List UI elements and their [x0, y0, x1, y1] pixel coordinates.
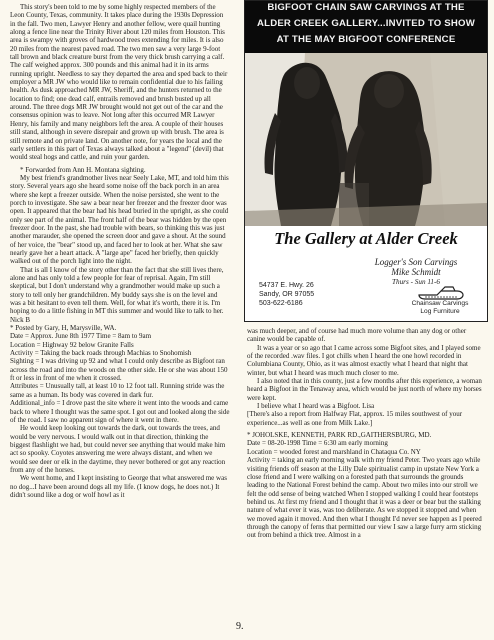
paragraph: He would keep looking out towards the dark, out towards the trees, and would be very nervous. I would walk out in that direction, thinking the biggest flashlight we had, but could never see anything that would make him act so spooky. Coyotes answering me were always distant, and when we would see deer or elk in the daytime, they never bothered or got any reaction from any of the horses.: [10, 424, 226, 474]
paragraph: Date = 08-20-1998 Time = 6:30 am early morning: [247, 439, 388, 448]
ad-headline-line: AT THE MAY BIGFOOT CONFERENCE: [276, 34, 456, 45]
ad-headline-banner: [245, 1, 487, 53]
paragraph: I believe what I heard was a Bigfoot. Lisa: [257, 402, 375, 411]
paragraph: Location = wooded forest and marshland in Chataqua Co. NY: [247, 447, 421, 456]
bigfoot-carvings-photo: [245, 53, 487, 226]
log-furniture-label: Log Furniture: [420, 308, 460, 315]
paragraph: We went home, and I kept insisting to George that what answered me was no dog...I have been around dogs all my life. (I know dogs, he does not.) It didn't sound like a dog or wolf howl as it: [10, 474, 227, 499]
paragraph: * Forwarded from Ann H. Montana sighting.: [20, 165, 146, 174]
paragraph: * JOHOLSKE, KENNETH, PARK RD.,GAITHERSBURG, MD.: [247, 431, 432, 440]
ad-headline-line: ALDER CREEK GALLERY...INVITED TO SHOW: [257, 18, 475, 29]
paragraph: Activity = Taking the back roads through Machias to Snohomish: [10, 349, 192, 358]
paragraph: was much deeper, and of course had much more volume than any dog or other canine would be capable of.: [247, 327, 467, 344]
paragraph: Activity = taking an early morning walk with my friend Peter. Two years ago while visiting friends off season at the Lilly Dale spiritualist camp in upstate New York a close friend and I were walking on a forested path that surrounds the grounds leading to the National Forest behind the camp. About two miles into our stroll we felt the odd sense of being watched When I stopped walking I could hear footsteps behind us. At first my friend and I thought that it was a deer or bear but the stalking nature of what ever it was, was too deliberate. As we stopped it stopped and when we moved again it moved. And then what I thought I'd never see happen as I peered through the canopy of ferns that permitted our view I saw a large furry arm sticking out from behind a thick tree. Almost in a: [247, 456, 482, 540]
carvings-brand: Logger's Son Carvings: [374, 257, 458, 267]
paragraph: I also noted that in this county, just a few months after this experience, a woman heard a Bigfoot in the Tenaway area, which would be just north of where my horses were kept.: [247, 377, 482, 402]
paragraph: This story's been told to me by some highly respected members of the Leon County, Texas, community. It takes place during the 1930s Depression in the fall. Two men, Lawyer Henry and another fellow, were quail hunting along a fence line near the Trinity River about 120 miles from Houston. This area is swampy with groves of hardwood trees extending for miles. It is also 20 miles from the nearest paved road. The two men saw a very large 9-foot tall brown and black creature burst from the very thick brush carrying a calf. The calf weighed approx. 300 pounds and this animal had it in its arms running upright. Needless to say they departed the area and sped back to their employer a MR JW who would like to remain confidential due to his failing health. As dusk approached MR JW, Sheriff, and the hunters returned to the location to find; one dead calf, entrails removed and brush busted up all around. The three dogs MR JW brought would not get out of the car and the consensus opinion was to leave. Not long after this occurred MR Lawyer Henry, his family and many neighbors left the area. A couple of their houses still stand, although in severe disrepair and grown up with brush. The area is still remote and on private land. On another note, for years the local and the early settlers in this part of Texas always talked about a "legend" (devil) that would steal hogs and cattle, and ruin your garden.: [10, 3, 228, 162]
left-text-column: [10, 3, 230, 499]
address-line: Sandy, OR 97055: [259, 291, 315, 298]
paragraph: Sighting = I was driving up 92 and what I could only describe as Bigfoot ran across the road and into the woods on the other side. He or she was about 150 ft or less in front of me when it crossed.: [10, 357, 228, 383]
chainsaw-icon: [417, 285, 465, 301]
gallery-hours: Thurs - Sun 11-6: [392, 278, 440, 286]
paragraph: Additional_info = I drove past the site where it went into the woods and came back to where I thought was the same spot. I got out and looked along the side of the road. I saw no apparent sign of where it went in there.: [10, 399, 230, 424]
paragraph: Date = Approx. June 8th 1977 Time = 8am to 9am: [10, 332, 152, 341]
paragraph: My best friend's grandmother lives near Seely Lake, MT, and told him this story. Several years ago she heard some noise off the back porch in an area where she kept a freezer outside. When the noise persisted, she went to the porch to investigate. She saw a bear near her freezer and the freezer door was open. It appeared that the bear had his head buried in the upright, as she could only see part of the animal. The front half of the bear was hidden by the open freezer door. In the past, she had trouble with bears, so thinking this was just another marauder, she opened the screen door and gave a shout. At the sound of her voice, the "bear" stood up, and faced her to look at her. What she saw nearly gave her a heart attack. A "large ape" faced her briefly, then quickly walked out of the porch light into the night.: [10, 173, 229, 266]
gallery-name: The Gallery at Alder Creek: [274, 229, 458, 248]
phone-number: 503-622-6186: [259, 300, 303, 307]
paragraph: * Posted by Gary, H, Marysville, WA.: [10, 324, 117, 333]
ad-headline-line: BIGFOOT CHAIN SAW CARVINGS AT THE: [267, 2, 465, 13]
chainsaw-carvings-label: Chainsaw Carvings: [411, 300, 469, 307]
paragraph: Attributes = Unusually tall, at least 10 to 12 foot tall. Running stride was the same as a human. Its body was covered in dark fur.: [10, 382, 225, 399]
right-text-column: [247, 327, 485, 540]
page-number: 9.: [236, 621, 244, 632]
address-line: 54737 E. Hwy. 26: [259, 282, 314, 289]
paragraph: It was a year or so ago that I came across some Bigfoot sites, and I played some of the recorded .wav files. I got chills when I heard the one howl recorded in Columbiana County, Ohio, as it was almost exactly what I heard that night that winter, but what I heard was much much closer to me.: [247, 343, 481, 377]
gallery-advertisement: [244, 0, 488, 322]
paragraph: That is all I know of the story other than the fact that she still lives there, alone and has only told a few people for fear of reprisal. Again, I'm still skeptical, but I don't understand why a grandmother would make up such a story to tell only her grandchildren. My buddy says she is on the level and was a bit hesitant to even tell them. Well, for what it's worth, there it is. I'm hoping to do a little fishing in MT this summer and would like to talk to her. Nick B: [10, 265, 224, 324]
artist-name: Mike Schmidt: [391, 267, 441, 277]
paragraph: [There's also a report from Halfway Flat, approx. 15 miles southwest of your experience...as well as one from Milk Lake.]: [247, 410, 463, 427]
paragraph: Location = Highway 92 below Granite Falls: [10, 340, 134, 349]
